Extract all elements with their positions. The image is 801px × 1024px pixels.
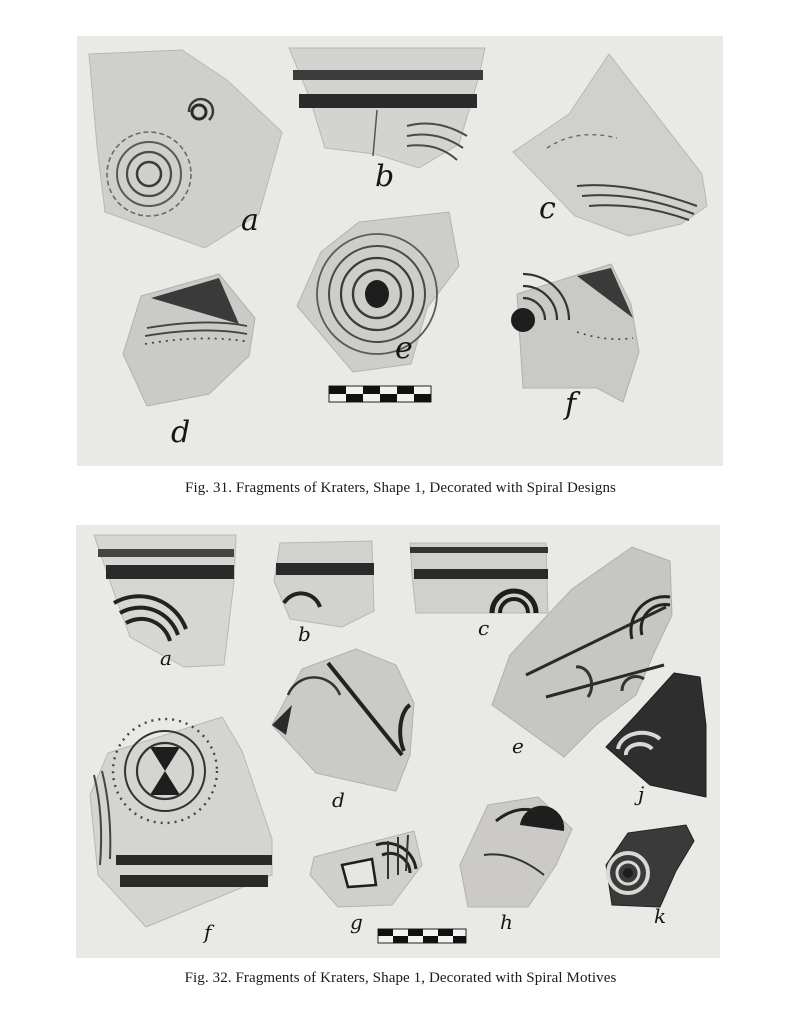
figure-32-svg: [76, 525, 720, 958]
figure-31-svg: [77, 36, 723, 466]
label-31d: d: [171, 415, 191, 450]
label-32f: f: [204, 920, 212, 944]
scale-bar-31: [329, 386, 431, 402]
figure-31-caption: Fig. 31. Fragments of Kraters, Shape 1, Decorated with Spiral Designs: [185, 480, 616, 496]
figure-32-photo: [76, 525, 720, 958]
label-32c: c: [478, 616, 490, 640]
label-32j: j: [638, 782, 645, 806]
scale-bar-32: [378, 929, 466, 943]
label-31c: c: [539, 191, 556, 226]
figure-31-photo: [77, 36, 723, 466]
label-31a: a: [241, 203, 259, 238]
label-31f: f: [565, 387, 577, 422]
label-31e: e: [395, 331, 413, 366]
figure-32-caption: Fig. 32. Fragments of Kraters, Shape 1, Decorated with Spiral Motives: [184, 970, 617, 986]
label-32k: k: [654, 904, 667, 928]
sherd-32b: [274, 541, 374, 627]
label-32d: d: [332, 788, 345, 812]
label-32a: a: [160, 646, 172, 670]
label-32g: g: [350, 910, 363, 934]
sherd-32c: [410, 543, 548, 613]
label-31b: b: [375, 159, 395, 194]
label-32e: e: [512, 734, 524, 758]
label-32b: b: [298, 622, 311, 646]
label-32h: h: [500, 910, 513, 934]
